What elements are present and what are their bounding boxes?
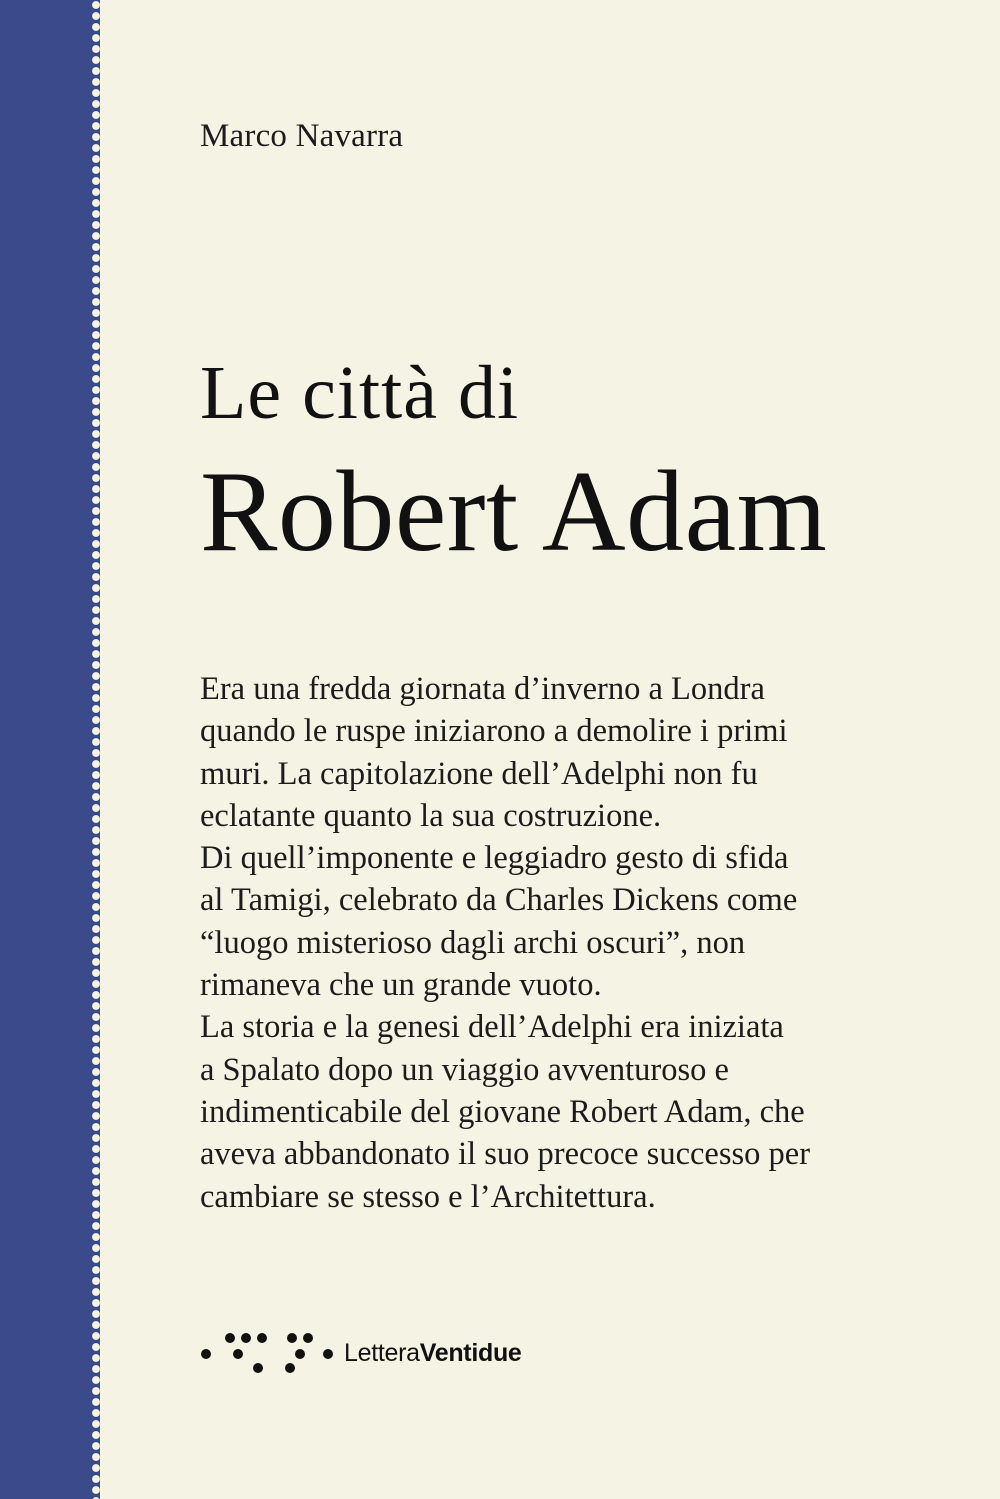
blurb-line: eclatante quanto la sua costruzione. bbox=[200, 797, 662, 834]
blurb-line: muri. La capitolazione dell’Adelphi non fu bbox=[200, 755, 758, 792]
dot-pattern-logo-icon bbox=[200, 1330, 340, 1376]
title-line-2: Robert Adam bbox=[200, 448, 828, 576]
blurb-line: Di quell’imponente e leggiadro gesto di sfida bbox=[200, 840, 789, 877]
author-name: Marco Navarra bbox=[200, 118, 404, 154]
blurb-line: aveva abbandonato il suo precoce successo per bbox=[200, 1136, 811, 1173]
blurb-line: al Tamigi, celebrato da Charles Dickens come bbox=[200, 882, 798, 919]
blurb-line: “luogo misterioso dagli archi oscuri”, non bbox=[200, 924, 746, 961]
publisher-name-bold: Ventidue bbox=[419, 1339, 522, 1367]
publisher-logo bbox=[200, 1330, 560, 1376]
blurb-line: cambiare se stesso e l’Architettura. bbox=[200, 1178, 656, 1215]
blurb-line: indimenticabile del giovane Robert Adam, che bbox=[200, 1093, 805, 1130]
back-cover-blurb bbox=[200, 668, 900, 1218]
publisher-name-regular: Lettera bbox=[344, 1339, 420, 1367]
blurb-line: rimaneva che un grande vuoto. bbox=[200, 967, 602, 1004]
title-line-1: Le città di bbox=[200, 351, 520, 435]
blurb-line: quando le ruspe iniziarono a demolire i primi bbox=[200, 713, 788, 750]
blurb-line: Era una fredda giornata d’inverno a Londra bbox=[200, 671, 765, 707]
blurb-line: La storia e la genesi dell’Adelphi era iniziata bbox=[200, 1009, 784, 1046]
perforated-spine-edge bbox=[88, 0, 100, 1499]
publisher-name bbox=[344, 1339, 522, 1368]
blue-spine-band bbox=[0, 0, 92, 1499]
blurb-line: a Spalato dopo un viaggio avventuroso e bbox=[200, 1051, 729, 1088]
